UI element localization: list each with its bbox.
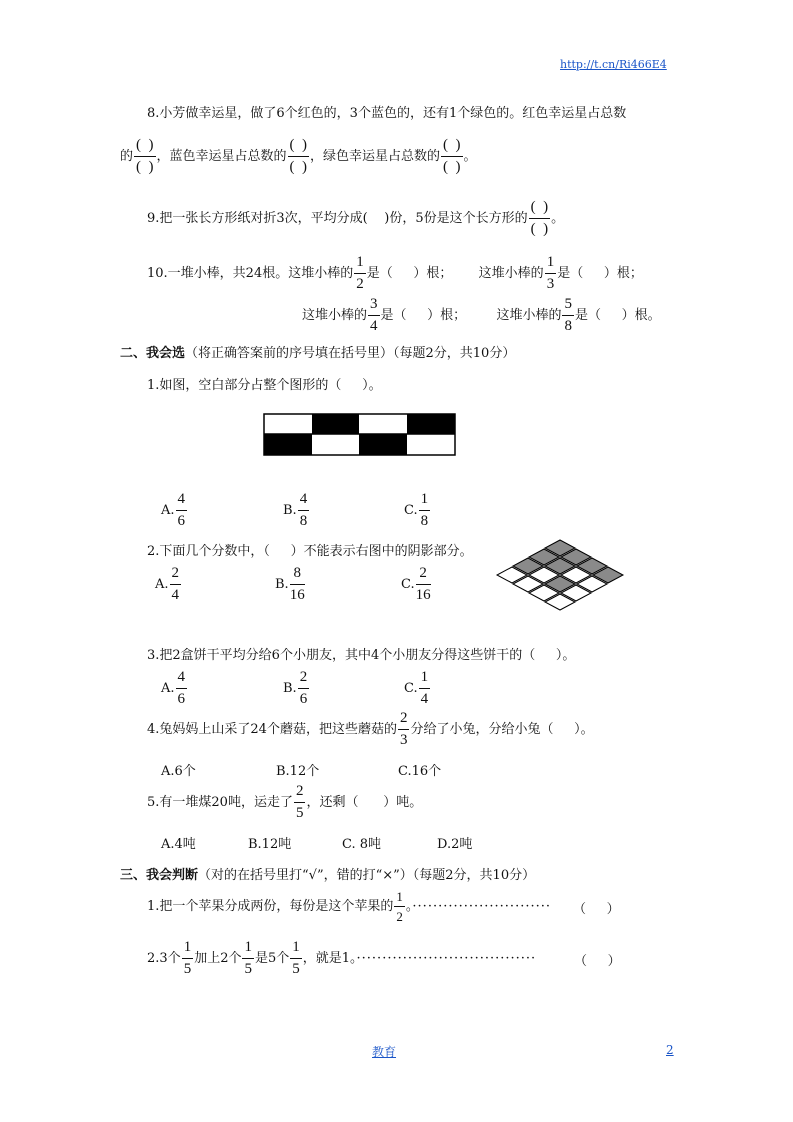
s2q1-rectangle-figure <box>263 413 456 456</box>
page-number: 2 <box>666 1043 674 1057</box>
s2q3-option-a[interactable]: A. $\frac{4}{6}$ <box>161 669 186 707</box>
s2q1-option-c[interactable]: C. $\frac{1}{8}$ <box>404 491 429 529</box>
s2q3-option-b[interactable]: B. $\frac{2}{6}$ <box>283 669 308 707</box>
s2q5-option-d[interactable]: D.2吨 <box>437 837 473 852</box>
s2q2-rhombus-figure <box>493 538 627 611</box>
s2q4-option-a[interactable]: A.6个 <box>161 764 196 779</box>
q10-line1: 10.一堆小棒，共24根。这堆小棒的 $\frac{1}{2}$ 是（ ）根； 这堆小棒的 $\frac{1}{3}$ 是（ ）根； <box>147 254 643 292</box>
q9: 9.把一张长方形纸对折3次，平均分成( )份，5份是这个长方形的 $\frac{( )}{( )}$ 。 <box>147 199 565 237</box>
s2q2-option-b[interactable]: B. $\frac{8}{16}$ <box>275 565 305 603</box>
q10-line2: 这堆小棒的 $\frac{3}{4}$ 是（ ）根； 这堆小棒的 $\frac{5}{8}$ 是（ ）根。 <box>302 296 661 334</box>
s2q5-option-a[interactable]: A.4吨 <box>161 837 196 852</box>
s2q4-text: 4.兔妈妈上山采了24个蘑菇，把这些蘑菇的 $\frac{2}{3}$ 分给了小兔，分给小兔（ ）。 <box>147 710 594 748</box>
s2q1-option-a[interactable]: A. $\frac{4}{6}$ <box>161 491 186 529</box>
s2q2-option-a[interactable]: A. $\frac{2}{4}$ <box>155 565 180 603</box>
s2q5-text: 5.有一堆煤20吨，运走了 $\frac{2}{5}$ ，还剩（ ）吨。 <box>147 783 423 821</box>
s2q4-option-b[interactable]: B.12个 <box>276 764 320 779</box>
s2q3-option-c[interactable]: C. $\frac{1}{4}$ <box>404 669 429 707</box>
s3q2-answer-paren[interactable]: （ ） <box>574 954 621 969</box>
s2q2-option-c[interactable]: C. $\frac{2}{16}$ <box>401 565 431 603</box>
s2q1-text: 1.如图，空白部分占整个图形的（ ）。 <box>147 378 382 393</box>
s2q3-text: 3.把2盒饼干平均分给6个小朋友，其中4个小朋友分得这些饼干的（ ）。 <box>147 648 576 663</box>
s2q5-option-c[interactable]: C. 8吨 <box>342 837 382 852</box>
cell <box>312 434 359 455</box>
cell <box>407 434 455 455</box>
cell <box>264 434 312 455</box>
header-url[interactable]: http://t.cn/Ri466E4 <box>560 58 667 71</box>
q8-line1: 8.小芳做幸运星，做了6个红色的，3个蓝色的，还有1个绿色的。红色幸运星占总数 <box>147 106 627 121</box>
s2q2-text: 2.下面几个分数中，（ ）不能表示右图中的阴影部分。 <box>147 544 473 559</box>
cell <box>312 414 359 434</box>
section2-heading: 二、我会选（将正确答案前的序号填在括号里）（每题2分，共10分） <box>120 346 516 361</box>
section3-heading: 三、我会判断（对的在括号里打“√”，错的打“×”）（每题2分，共10分） <box>120 868 536 883</box>
s3q1-answer-paren[interactable]: （ ） <box>573 902 620 917</box>
cell <box>407 414 455 434</box>
cell <box>359 434 407 455</box>
s2q1-option-b[interactable]: B. $\frac{4}{8}$ <box>283 491 308 529</box>
cell <box>264 414 312 434</box>
s2q4-option-c[interactable]: C.16个 <box>398 764 442 779</box>
cell <box>359 414 407 434</box>
footer-center-link[interactable]: 教育 <box>372 1045 397 1059</box>
q8-line2: 的 $\frac{( )}{( )}$ ，蓝色幸运星占总数的 $\frac{( )}{( )}$ ，绿色幸运星占总数的 $\frac{( )}{( )}$ 。 <box>120 137 477 175</box>
s2q5-option-b[interactable]: B.12吨 <box>248 837 292 852</box>
s3q1-text: 1.把一个苹果分成两份，每份是这个苹果的 $\frac{1}{2}$ 。··························· <box>147 889 551 924</box>
s3q2-text: 2.3个 $\frac{1}{5}$ 加上2个 $\frac{1}{5}$ 是5个 $\frac{1}{5}$ ，就是1。··································· <box>147 939 537 977</box>
